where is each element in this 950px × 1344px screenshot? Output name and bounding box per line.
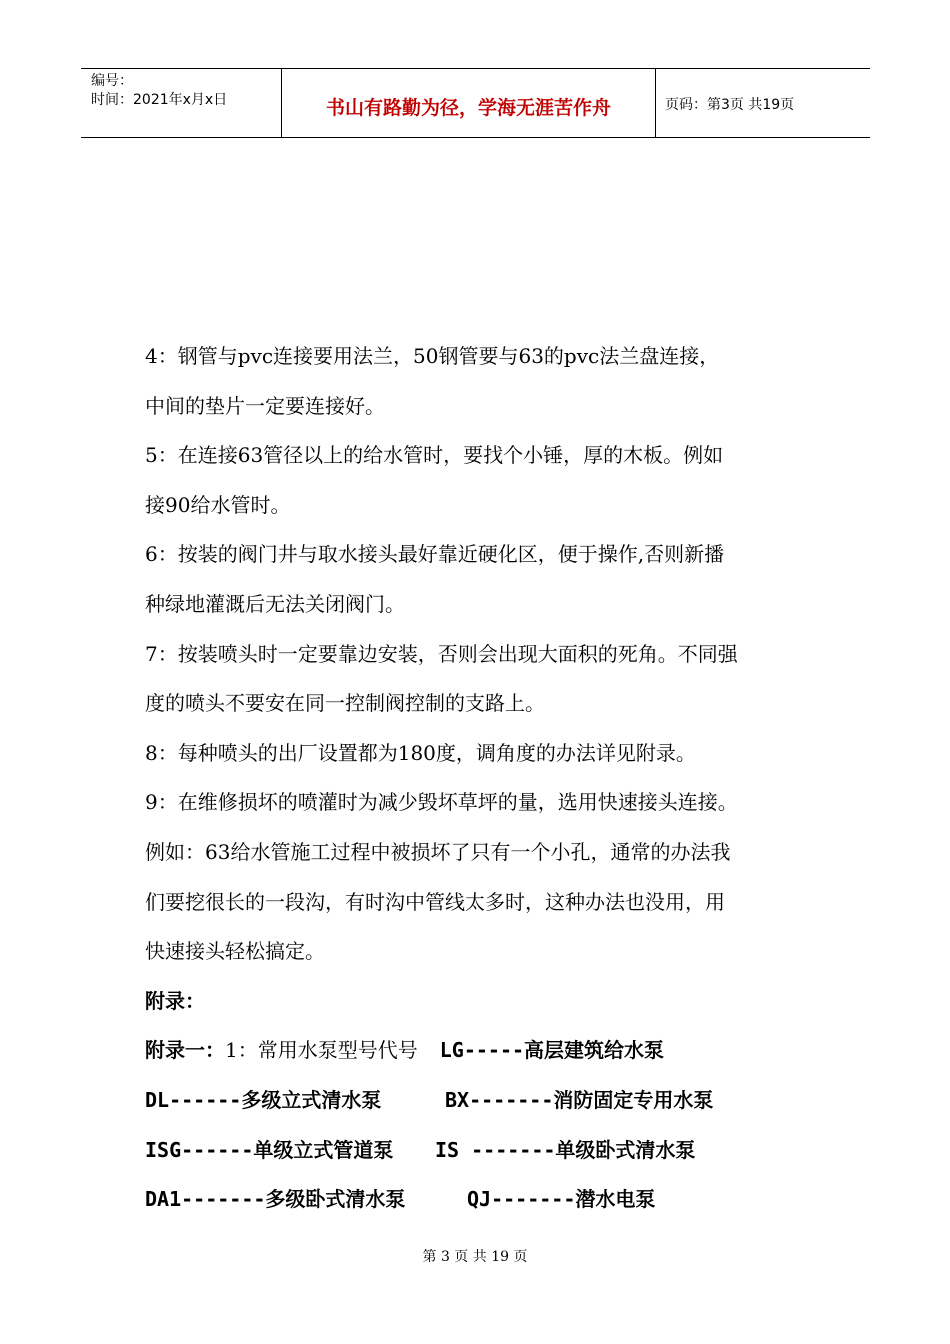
header-page-cell bbox=[655, 69, 870, 137]
body-line: 6：按装的阀门井与取水接头最好靠近硬化区，便于操作,否则新播 bbox=[145, 542, 725, 567]
pump-code: QJ------- bbox=[467, 1187, 576, 1212]
pump-code: IS ------- bbox=[435, 1137, 556, 1162]
body-line: 接90给水管时。 bbox=[145, 492, 291, 517]
pump-row bbox=[145, 1076, 825, 1126]
pump-name: 潜水电泵 bbox=[575, 1187, 656, 1212]
header-motto-cell bbox=[281, 69, 656, 137]
body-line: 中间的垫片一定要连接好。 bbox=[145, 393, 385, 418]
appendix-heading: 附录： bbox=[145, 988, 205, 1013]
body-line: 7：按装喷头时一定要靠边安装，否则会出现大面积的死角。不同强 bbox=[145, 641, 738, 666]
date-label: 时间：2021年x月x日 bbox=[91, 92, 228, 108]
pump-name: 高层建筑给水泵 bbox=[524, 1038, 665, 1063]
pump-code: DA1------- bbox=[145, 1187, 266, 1212]
pump-name: 消防固定专用水泵 bbox=[553, 1087, 714, 1112]
body-line: 9：在维修损坏的喷灌时为减少毁坏草坪的量，选用快速接头连接。 bbox=[145, 790, 738, 815]
body-line: 种绿地灌溉后无法关闭阀门。 bbox=[145, 591, 405, 616]
motto: 书山有路勤为径，学海无涯苦作舟 bbox=[325, 97, 611, 119]
pump-name: 单级立式管道泵 bbox=[253, 1137, 394, 1162]
page-info: 页码：第3页 共19页 bbox=[665, 97, 795, 113]
pump-name: 单级卧式清水泵 bbox=[555, 1137, 696, 1162]
body-line: 5：在连接63管径以上的给水管时，要找个小锤，厚的木板。例如 bbox=[145, 443, 724, 468]
body-line: 8：每种喷头的出厂设置都为180度，调角度的办法详见附录。 bbox=[145, 740, 696, 765]
header-left-cell bbox=[81, 69, 281, 137]
body-line: 快速接头轻松搞定。 bbox=[145, 939, 325, 964]
page-footer: 第 3 页 共 19 页 bbox=[422, 1249, 528, 1265]
appendix-label: 附录一： bbox=[145, 1038, 225, 1063]
pump-code: LG----- bbox=[439, 1038, 525, 1063]
document-body bbox=[145, 332, 825, 1225]
pump-code: BX------- bbox=[445, 1087, 554, 1112]
body-line: 例如：63给水管施工过程中被损坏了只有一个小孔，通常的办法我 bbox=[145, 839, 731, 864]
pump-name: 多级卧式清水泵 bbox=[265, 1187, 406, 1212]
page-header bbox=[81, 68, 870, 138]
pump-code: ISG------ bbox=[145, 1137, 254, 1162]
body-line: 们要挖很长的一段沟，有时沟中管线太多时，这种办法也没用，用 bbox=[145, 889, 725, 914]
pump-row bbox=[145, 1175, 825, 1225]
appendix-intro-line bbox=[145, 1026, 825, 1076]
pump-code: DL------ bbox=[145, 1087, 242, 1112]
pump-row bbox=[145, 1126, 825, 1176]
pump-name: 多级立式清水泵 bbox=[241, 1087, 382, 1112]
appendix-intro-text: 1：常用水泵型号代号 bbox=[225, 1038, 418, 1063]
serial-number-label: 编号： bbox=[91, 73, 133, 89]
body-line: 度的喷头不要安在同一控制阀控制的支路上。 bbox=[145, 691, 545, 716]
body-line: 4：钢管与pvc连接要用法兰，50钢管要与63的pvc法兰盘连接， bbox=[145, 344, 720, 368]
